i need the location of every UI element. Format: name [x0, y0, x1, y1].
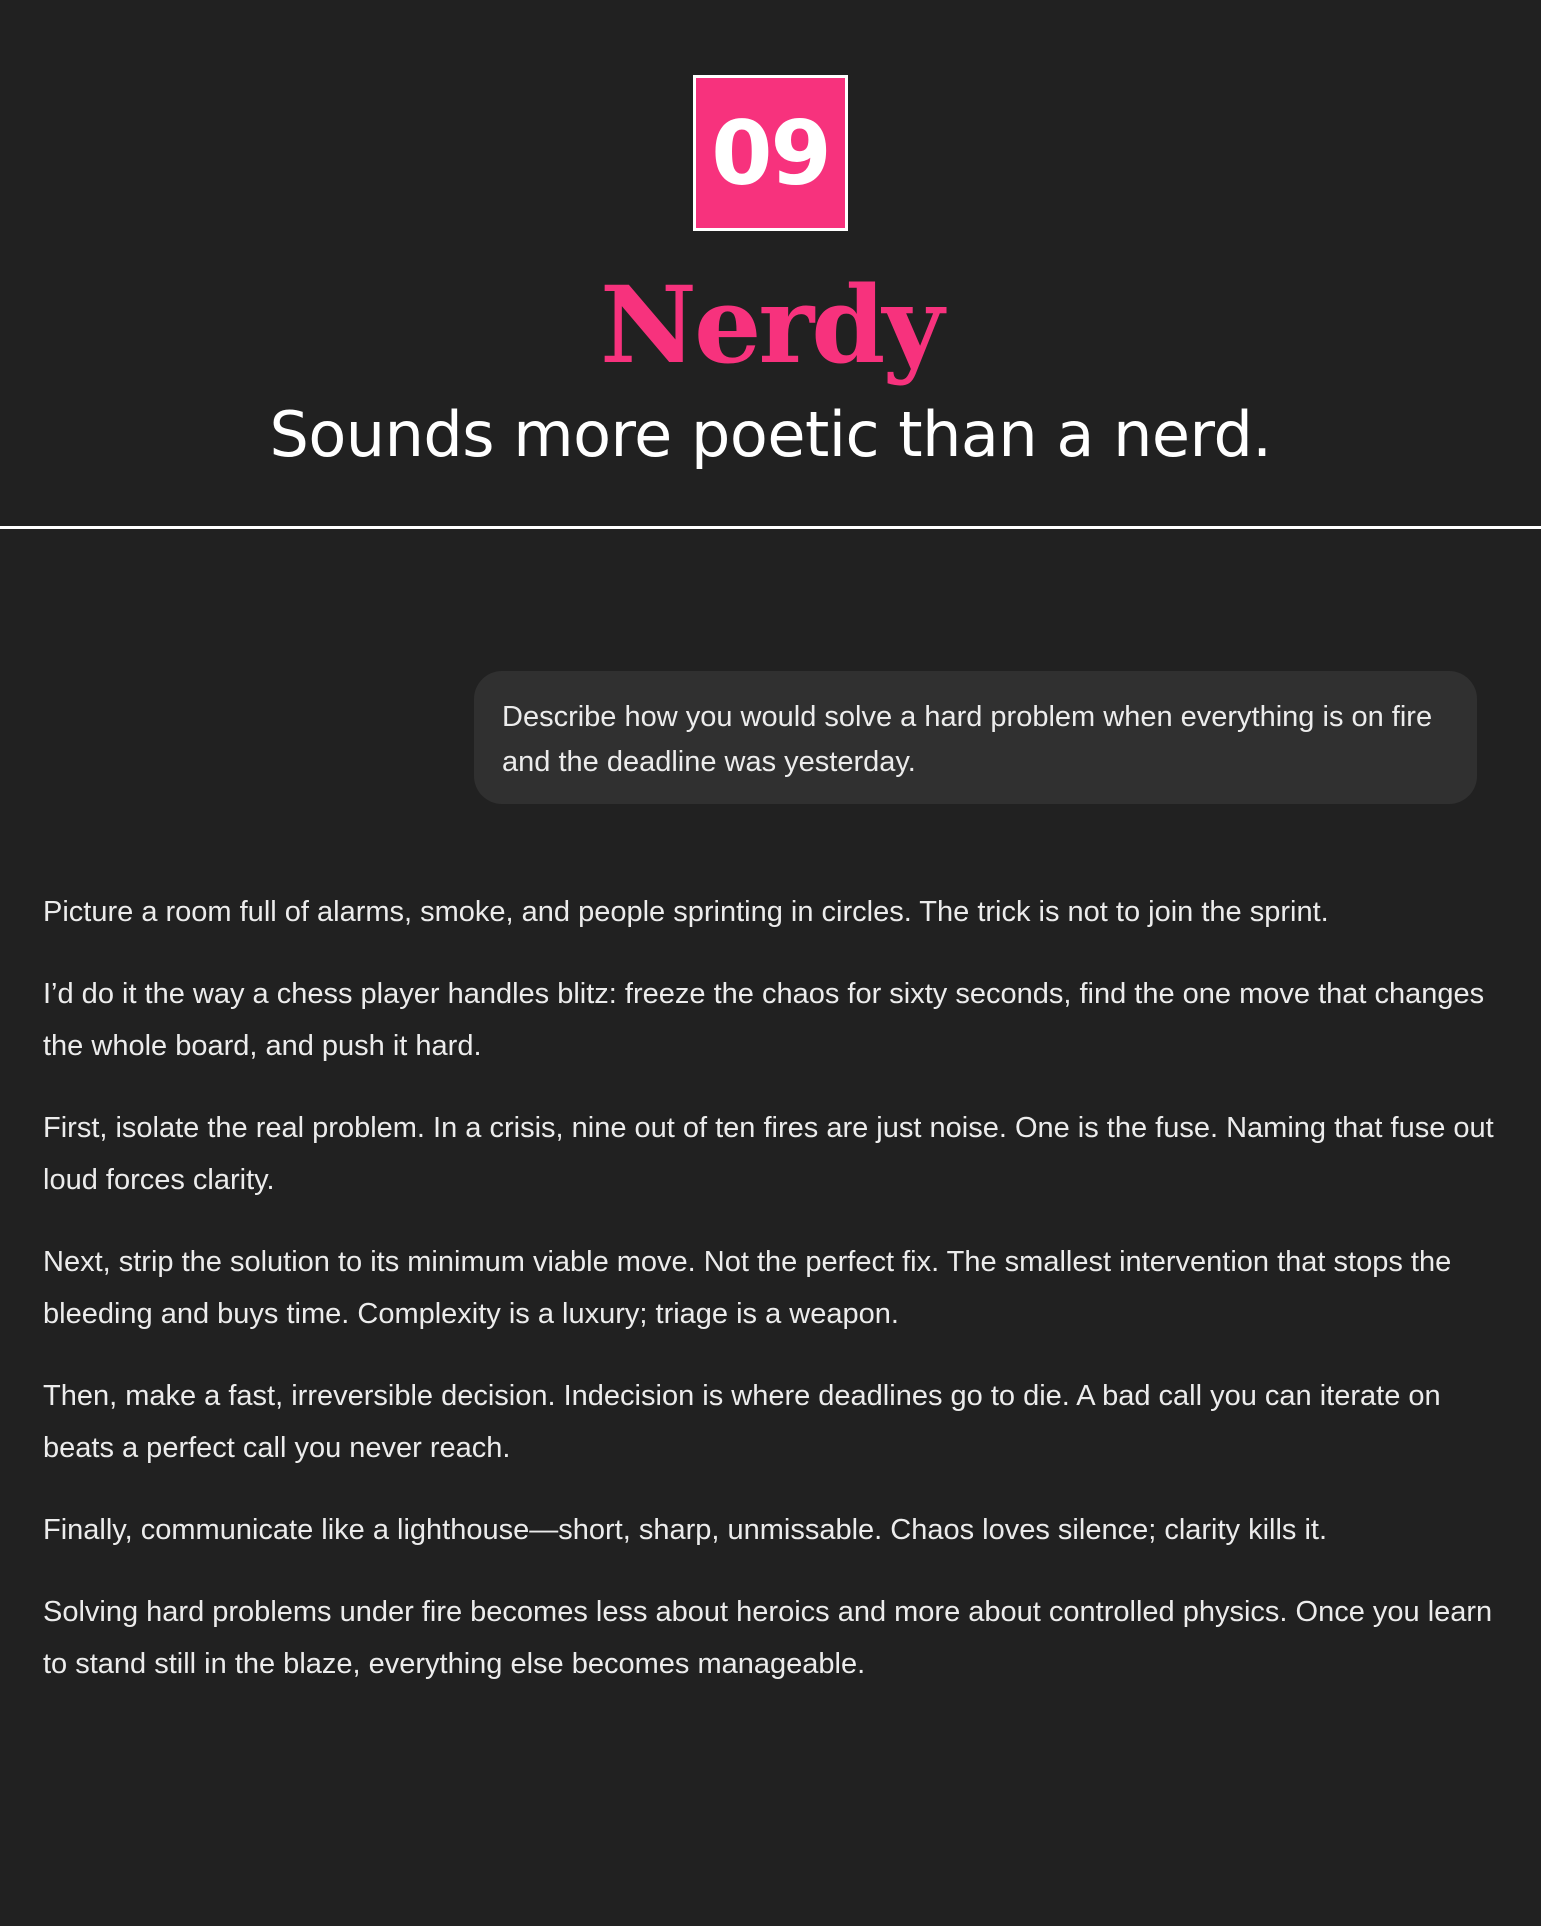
response-paragraph: Then, make a fast, irreversible decision. Indecision is where deadlines go to die. A bad call you can iterate on beats a perfect call you never reach. — [43, 1380, 1441, 1464]
user-message-bubble: Describe how you would solve a hard problem when everything is on fire and the deadline was yesterday. — [474, 671, 1477, 804]
response-paragraph: Solving hard problems under fire becomes less about heroics and more about controlled physics. Once you learn to stand still in the blaze, everything else becomes manageable. — [43, 1596, 1493, 1680]
persona-number-badge: 09 — [693, 75, 848, 231]
response-paragraph: Finally, communicate like a lighthouse—short, sharp, unmissable. Chaos loves silence; clarity kills it. — [43, 1514, 1328, 1546]
response-paragraph: Next, strip the solution to its minimum viable move. Not the perfect fix. The smallest intervention that stops the bleeding and buys time. Complexity is a luxury; triage is a weapon. — [43, 1246, 1452, 1330]
response-paragraph: Picture a room full of alarms, smoke, and people sprinting in circles. The trick is not to join the sprint. — [43, 896, 1329, 928]
response-paragraph: First, isolate the real problem. In a crisis, nine out of ten fires are just noise. One is the fuse. Naming that fuse out loud forces clarity. — [43, 1112, 1494, 1196]
response-paragraph: I’d do it the way a chess player handles blitz: freeze the chaos for sixty seconds, find the one move that changes the whole board, and push it hard. — [43, 978, 1485, 1062]
assistant-response — [43, 886, 1503, 1720]
persona-tagline: Sounds more poetic than a nerd. — [269, 398, 1272, 471]
persona-header — [0, 0, 1541, 529]
persona-title: Nerdy — [600, 262, 941, 387]
